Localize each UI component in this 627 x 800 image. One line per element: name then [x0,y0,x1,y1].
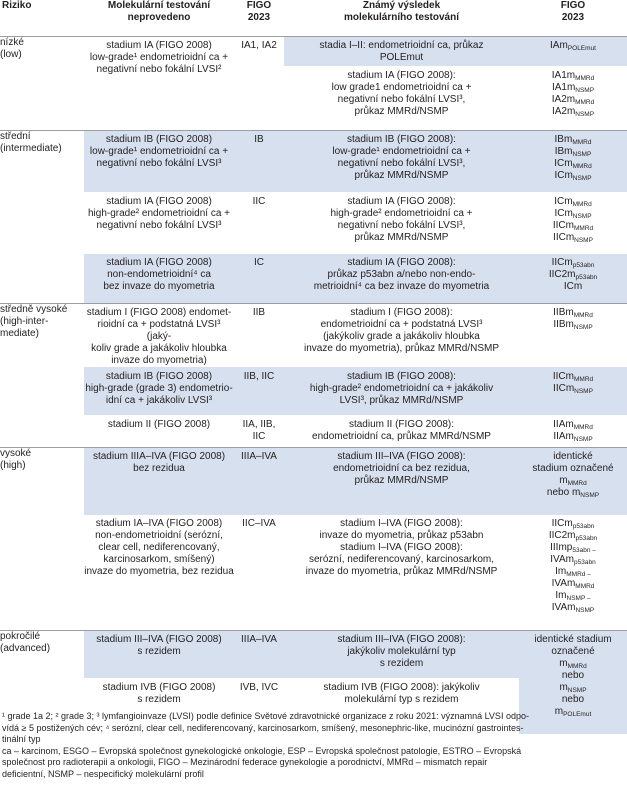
known-cell: stadium II (FIGO 2008): endometrioidní ca, průkaz MMRd/NSMP [312,419,491,442]
figo-cell: IIC [252,196,266,207]
figo-m-cell: IAm$_{POLEmut}$ [519,37,627,67]
known-cell: stadium IB (FIGO 2008): high-grade² endometrioidní ca + jakákoliv LVSI³, průkaz MMRd/NSMP [284,367,519,415]
known-cell: stadium I (FIGO 2008): endometrioidní ca + podstatná LVSI³ (jakýkoliv grade a jakákoliv hloubka invaze do myometria), průkaz MMRd/NSMP [284,304,519,368]
untested-cell: stadium IA (FIGO 2008) high-grade² endometrioidní ca + negativní nebo fokální LVSI³ [87,196,231,231]
table-row [0,304,627,368]
footnote-line: vídá ≥ 5 postižených cév; ⁴ serózní, clear cell, nediferencovaný, karcinosarkom, smíšený, mesonephric-like, mucinózní gastrointes- [2,722,524,733]
table-row [0,631,627,679]
risk-label-low: nízké (low) [0,37,84,131]
header-untested: Molekulární testování neprovedeno [107,0,211,23]
known-cell: stadium IA (FIGO 2008): low grade1 endometrioidní ca + negativní nebo fokální LVSI³, průkaz MMRd/NSMP [331,70,472,117]
table-row [0,37,627,67]
untested-cell: stadium IIIA–IVA (FIGO 2008) bez rezidua [84,448,234,516]
figo-cell: IC [234,254,284,304]
figo-m-cell: ICm$_{MMRd}$ ICm$_{NSMP}$ IICm$_{MMRd}$ IICm$_{NSMP}$ [552,196,594,244]
header-risk: Riziko [2,0,32,11]
untested-cell: stadium III–IVA (FIGO 2008) s rezidem [84,631,234,679]
header-known-result: Známý výsledek molekulárního testování [343,0,460,23]
known-cell: stadium IB (FIGO 2008): low-grade¹ endometrioidní ca + negativní nebo fokální LVSI³, průkaz MMRd/NSMP [284,131,519,193]
figo-m-cell: IICm$_{p53abn}$ $IIC2m_{p53abn}$ ICm [519,254,627,304]
untested-cell: stadium IA–IVA (FIGO 2008) non-endometrioidní (serózní, clear cell, nediferencovaný, karcinosarkom, smíšený) invaze do myometria, bez rezidua [84,518,234,577]
header-row [0,0,627,37]
untested-cell: stadium IB (FIGO 2008) high-grade (grade 3) endometrio- idní ca + jakákoliv LVSI³ [84,367,234,415]
table-row [0,367,627,415]
table-row [0,254,627,304]
risk-label-high-intermediate: středně vysoké (high-inter- mediate) [0,304,84,448]
known-cell: stadium IA (FIGO 2008): high-grade² endometrioidní ca + negativní nebo fokální LVSI³, průkaz MMRd/NSMP [330,196,473,243]
figo-cell: IIC–IVA [242,518,276,529]
figo-cell: IIIA–IVA [234,448,284,516]
untested-cell: stadium IVB (FIGO 2008) s rezidem [102,682,216,705]
figo-m-cell: $IA1m_{MMRd}$ $IA1m_{NSMP}$ $IA2m_{MMRd}$ $IA2m_{NSMP}$ [551,70,595,118]
figo-m-cell: IBm$_{MMRd}$ IBm$_{NSMP}$ ICm$_{MMRd}$ ICm$_{NSMP}$ [519,131,627,193]
header-figo-known: FIGO 2023 [560,0,586,23]
risk-label-high: vysoké (high) [0,448,84,631]
risk-label-advanced: pokročilé (advanced) [0,631,84,735]
figo-m-cell: identické stadium označené $m_{MMRd}$ nebo $m_{NSMP}$ nebo $m_{POLEmut}$ [519,631,627,735]
figo-m-cell: IIAm$_{MMRd}$ IIAm$_{NSMP}$ [553,419,593,443]
header-figo-untested: FIGO 2023 [246,0,272,23]
untested-cell: stadium II (FIGO 2008) [107,419,211,430]
known-cell: stadium III–IVA (FIGO 2008): jakýkoliv molekulární typ s rezidem [284,631,519,679]
abbreviations-line: deficientní, NSMP – nespecifický molekulární profil [2,768,204,779]
figo-m-cell: IICm$_{MMRd}$ IICm$_{NSMP}$ [519,367,627,415]
figo-cell: IA1, IA2 [234,37,284,131]
abbreviations-line: ca – karcinom, ESGO – Evropská společnost gynekologické onkologie, ESP – Evropská společnost patologie, ESTRO – Evropská [2,745,522,756]
table-row [0,192,627,254]
known-cell: stadium IA (FIGO 2008): průkaz p53abn a/nebo non-endo- metrioidní⁴ ca bez invaze do myometria [284,254,519,304]
table-row [0,515,627,631]
figo-m-cell: IICm$_{p53abn}$ $IIC2m_{p53abn}$ IIImp$_{53abn -}$ IVAm$_{p53abn}$ $Im_{MMRd -}$ IVAm$_{MMRd}$ $Im_{NSMP -}$ IVAm$_{NSMP}$ [548,518,598,614]
untested-cell: stadium IA (FIGO 2008) low-grade¹ endometrioidní ca + negativní nebo fokální LVSI² [84,37,234,131]
table-row [0,448,627,516]
figo-cell: IVB, IVC [239,682,279,693]
footnotes [2,711,624,780]
table-row [0,131,627,193]
figo-m-cell: IIBm$_{MMRd}$ IIBm$_{NSMP}$ [519,304,627,368]
abbreviations-line: společnost pro radioterapii a onkologii, FIGO – Mezinárodní federace gynekologie a porodnictví, MMRd – mismatch repair [2,757,488,767]
known-cell: stadium IVB (FIGO 2008): jakýkoliv molekulární typ s rezidem [323,682,480,705]
footnote-line: ¹ grade 1a 2; ² grade 3; ³ lymfangioinvaze (LVSI) podle definice Světové zdravotnické organizace z roku 2021: významná LVSI odpo- [2,711,529,721]
figo-cell: IB [234,131,284,193]
known-cell: stadium III–IVA (FIGO 2008): endometrioidní ca bez rezidua, průkaz MMRd/NSMP [284,448,519,516]
figo-m-cell: identické stadium označené $m_{MMRd}$ nebo $m_{NSMP}$ [519,448,627,516]
figo-cell: IIA, IIB, IIC [242,419,276,442]
figo-cell: IIB, IIC [234,367,284,415]
figo-cell: IIB [234,304,284,368]
table-row [0,415,627,448]
known-cell: stadia I–II: endometrioidní ca, průkaz POLEmut [284,37,519,67]
untested-cell: stadium IA (FIGO 2008) non-endometrioidní⁴ ca bez invaze do myometria [84,254,234,304]
untested-cell: stadium I (FIGO 2008) endomet- rioidní ca + podstatná LVSI³ (jaký- koliv grade a jakákoliv hloubka invaze do myometria) [84,304,234,368]
risk-label-intermediate: střední (intermediate) [0,131,84,304]
untested-cell: stadium IB (FIGO 2008) low-grade¹ endometrioidní ca + negativní nebo fokální LVSI³ [84,131,234,193]
figo-cell: IIIA–IVA [234,631,284,679]
footnote-line: tinální typ [2,734,41,744]
known-cell: stadium I–IVA (FIGO 2008): invaze do myometria, průkaz p53abn stadium I–IVA (FIGO 2008): serózní, nediferencovaný, karcinosarkom, invaze do myometria, průkaz MMRd/NSMP [305,518,498,577]
